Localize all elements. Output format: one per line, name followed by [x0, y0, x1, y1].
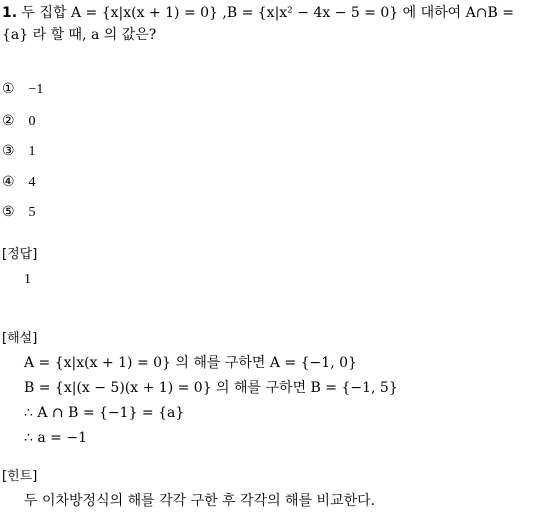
explanation-label: [해설]	[2, 331, 38, 346]
question-line-1	[2, 6, 514, 20]
choice-2-mark: ②	[2, 113, 15, 129]
choice-4[interactable]	[2, 175, 35, 190]
explanation-line-2: B = {x|(x − 5)(x + 1) = 0} 의 해를 구하면 B = {−1, 5}	[24, 380, 398, 396]
choice-4-value: 4	[28, 175, 36, 190]
choice-1[interactable]	[2, 82, 43, 97]
answer-value: 1	[24, 272, 31, 287]
choice-5-value: 5	[28, 205, 36, 220]
choice-3[interactable]	[2, 144, 35, 159]
choice-4-mark: ④	[2, 174, 15, 190]
choice-5-mark: ⑤	[2, 204, 15, 220]
hint-label: [힌트]	[2, 469, 38, 484]
choice-2[interactable]	[2, 114, 35, 129]
choice-2-value: 0	[28, 114, 36, 129]
question-number: 1.	[2, 5, 18, 21]
choice-5[interactable]	[2, 205, 35, 220]
question-text-2: {a} 라 할 때, a 의 값은?	[2, 27, 157, 43]
choice-3-mark: ③	[2, 143, 15, 159]
choice-1-value: −1	[28, 82, 44, 97]
question-text-1: 두 집합 A = {x|x(x + 1) = 0} ,B = {x|x² − 4x − 5 = 0} 에 대하여 A∩B =	[21, 5, 514, 21]
explanation-line-4: ∴ a = −1	[24, 430, 87, 446]
choice-3-value: 1	[28, 144, 36, 159]
question-line-2	[2, 28, 156, 42]
answer-label: [정답]	[2, 247, 38, 262]
explanation-line-1: A = {x|x(x + 1) = 0} 의 해를 구하면 A = {−1, 0}	[24, 355, 357, 371]
hint-text: 두 이차방정식의 해를 각각 구한 후 각각의 해를 비교한다.	[24, 493, 376, 509]
choice-1-mark: ①	[2, 81, 15, 97]
explanation-line-3: ∴ A ∩ B = {−1} = {a}	[24, 405, 185, 421]
